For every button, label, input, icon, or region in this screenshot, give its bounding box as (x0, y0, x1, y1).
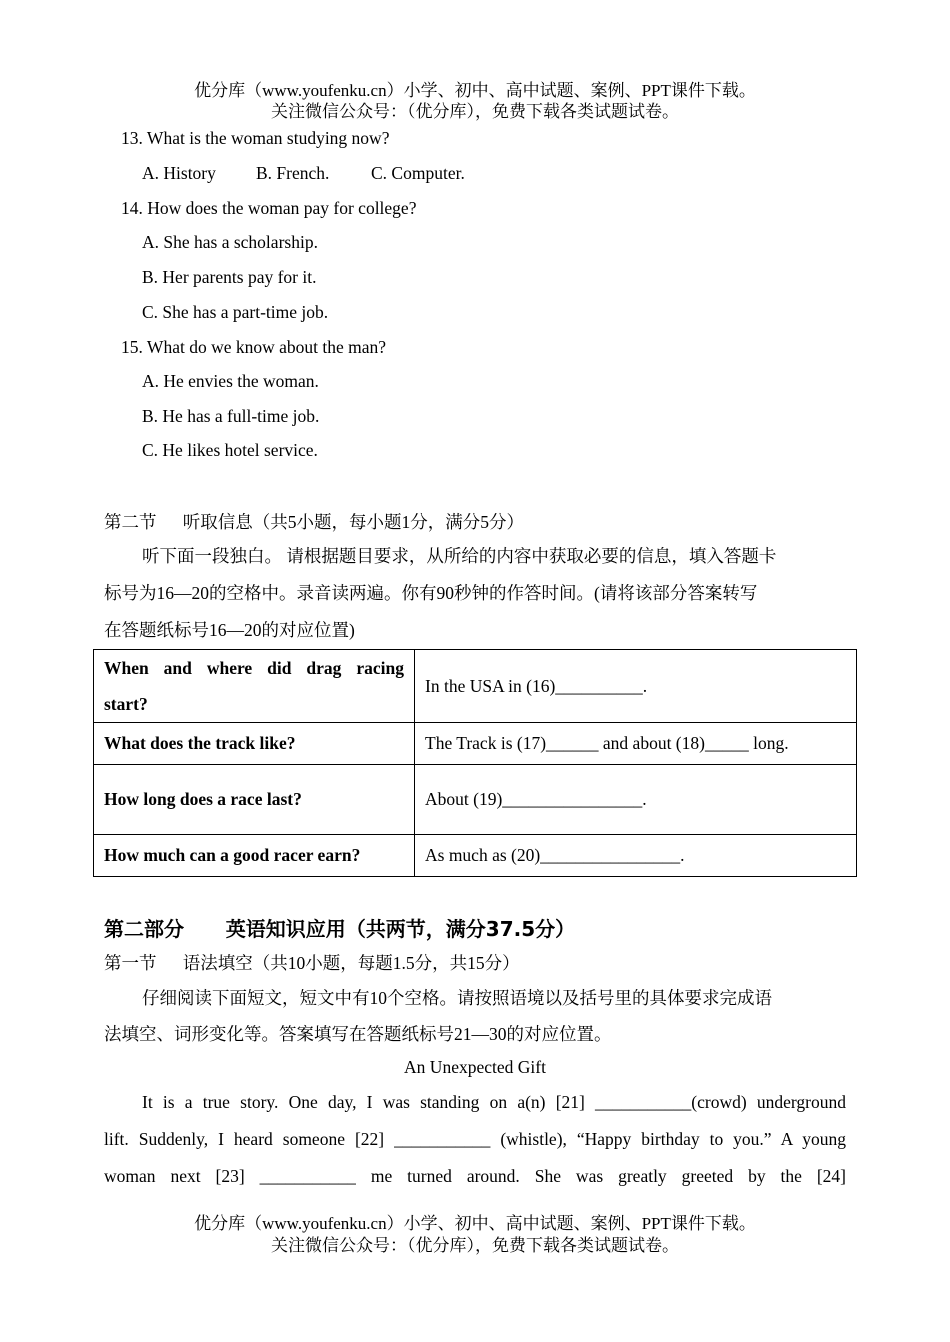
listening-info-table (93, 649, 857, 877)
question-13-option-c: C. Computer. (371, 163, 465, 183)
passage-body (104, 1084, 846, 1195)
header-line-2: 关注微信公众号：（优分库），免费下载各类试题试卷。 (271, 102, 679, 121)
question-14-option-a: A. She has a scholarship. (142, 232, 318, 252)
passage-line: lift. Suddenly, I heard someone [22] ___________ (whistle), “Happy birthday to you.” A young (104, 1129, 846, 1149)
part2-instruction-2: 法填空、词形变化等。答案填写在答题纸标号21—30的对应位置。 (104, 1024, 612, 1044)
question-15-stem: 15. What do we know about the man? (121, 337, 387, 357)
question-14-stem: 14. How does the woman pay for college? (121, 198, 417, 218)
section-instruction-2: 标号为16—20的空格中。录音读两遍。你有90秒钟的作答时间。(请将该部分答案转写 (104, 583, 758, 603)
table-answer-cell: About (19)________________. (415, 765, 857, 835)
part-heading: 第二部分 英语知识应用（共两节，满分37.5分） (104, 917, 576, 941)
table-question-cell (94, 650, 415, 723)
table-question-line: start? (104, 694, 148, 714)
header-line-1: 优分库（www.youfenku.cn）小学、初中、高中试题、案例、PPT课件下载。 (194, 81, 756, 100)
section-heading: 第二节 听取信息（共5小题，每小题1分，满分5分） (104, 512, 524, 532)
question-15-option-a: A. He envies the woman. (142, 371, 319, 391)
table-question-cell: How much can a good racer earn? (94, 835, 415, 877)
section-instruction-3: 在答题纸标号16—20的对应位置) (104, 620, 355, 640)
question-15-option-c: C. He likes hotel service. (142, 440, 318, 460)
table-row (94, 765, 857, 835)
question-13-option-a: A. History (142, 163, 216, 183)
table-row (94, 835, 857, 877)
question-14-option-c: C. She has a part-time job. (142, 302, 329, 322)
question-14-option-b: B. Her parents pay for it. (142, 267, 317, 287)
table-answer-cell: The Track is (17)______ and about (18)_____ long. (415, 723, 857, 765)
table-row (94, 650, 857, 723)
footer-line-1: 优分库（www.youfenku.cn）小学、初中、高中试题、案例、PPT课件下载。 (194, 1214, 756, 1233)
table-answer-cell: In the USA in (16)__________. (415, 650, 857, 723)
question-13-option-b: B. French. (256, 163, 330, 183)
passage-line: woman next [23] ___________ me turned around. She was greatly greeted by the [24] (104, 1166, 846, 1186)
footer-line-2: 关注微信公众号：（优分库），免费下载各类试题试卷。 (271, 1236, 679, 1255)
table-row (94, 723, 857, 765)
subsection-heading: 第一节 语法填空（共10小题，每题1.5分，共15分） (104, 953, 520, 973)
table-question-line: When and where did drag racing (104, 658, 404, 678)
table-question-cell: How long does a race last? (94, 765, 415, 835)
passage-title: An Unexpected Gift (404, 1057, 546, 1077)
question-13-stem: 13. What is the woman studying now? (121, 128, 390, 148)
table-question-cell: What does the track like? (94, 723, 415, 765)
question-15-option-b: B. He has a full-time job. (142, 406, 320, 426)
part2-instruction-1: 仔细阅读下面短文，短文中有10个空格。请按照语境以及括号里的具体要求完成语 (142, 988, 772, 1008)
passage-line: It is a true story. One day, I was standing on a(n) [21] ___________(crowd) underground (142, 1092, 846, 1112)
table-answer-cell: As much as (20)________________. (415, 835, 857, 877)
section-instruction-1: 听下面一段独白。 请根据题目要求，从所给的内容中获取必要的信息，填入答题卡 (142, 546, 777, 566)
